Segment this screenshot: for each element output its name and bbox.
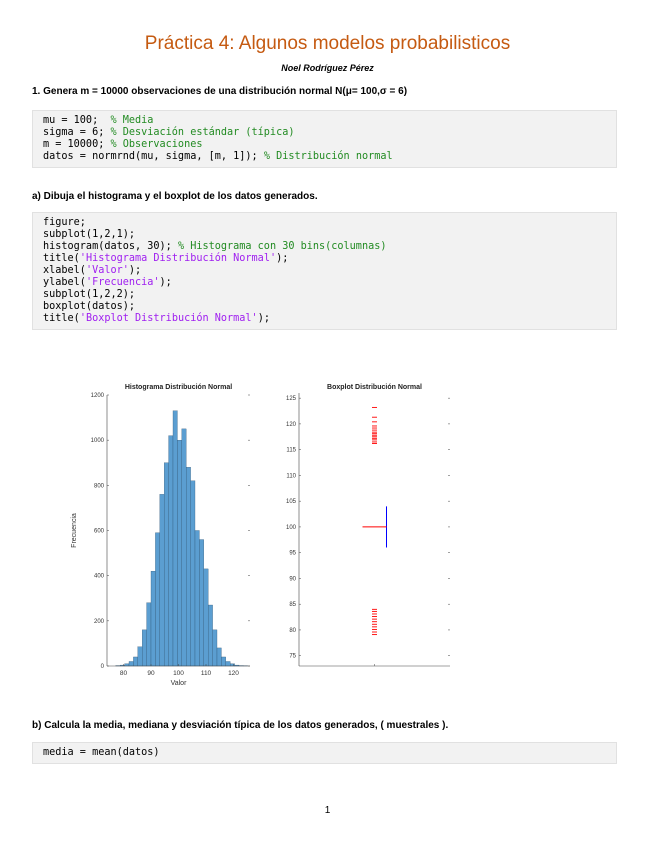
code-line bbox=[43, 115, 606, 127]
histogram-bar bbox=[142, 630, 146, 666]
boxplot-y-tick-label: 110 bbox=[286, 473, 296, 480]
code-line bbox=[43, 313, 606, 325]
code-text: media = mean(datos) bbox=[43, 747, 160, 758]
histogram-bar bbox=[226, 661, 230, 666]
histogram-bar bbox=[217, 648, 221, 666]
code-text: sigma = 6; bbox=[43, 127, 111, 138]
boxplot-y-tick-label: 125 bbox=[285, 396, 296, 403]
histogram-bar bbox=[151, 571, 155, 666]
code-string: 'Valor' bbox=[85, 265, 129, 276]
code-text: ); bbox=[159, 277, 172, 288]
code-text: ); bbox=[128, 265, 142, 276]
boxplot-title: Boxplot Distribución Normal bbox=[327, 384, 422, 391]
boxplot-y-tick-label: 80 bbox=[289, 627, 296, 634]
histogram-y-tick-label: 200 bbox=[93, 618, 104, 625]
code-comment: % Media bbox=[110, 115, 154, 126]
section-b-heading: b) Calcula la media, mediana y desviación típica de los datos generados, ( muestrales ). bbox=[32, 720, 449, 731]
boxplot-y-tick-label: 105 bbox=[285, 499, 296, 506]
code-text: datos = normrnd(mu, sigma, [m, 1]); bbox=[43, 151, 264, 162]
histogram-bar bbox=[177, 440, 181, 666]
histogram-bar bbox=[182, 429, 186, 666]
code-text: boxplot(datos); bbox=[43, 301, 136, 312]
histogram-bar bbox=[173, 411, 177, 666]
histogram-bar bbox=[186, 467, 190, 666]
histogram-bar bbox=[169, 436, 173, 666]
boxplot-y-tick-label: 95 bbox=[289, 550, 296, 557]
histogram-y-tick-label: 1200 bbox=[90, 393, 104, 399]
boxplot-y-tick-label: 115 bbox=[286, 447, 296, 454]
code-string: 'Boxplot Distribución Normal' bbox=[79, 313, 258, 324]
histogram-x-tick-label: 110 bbox=[200, 670, 212, 677]
code-comment: % Distribución normal bbox=[263, 151, 393, 162]
histogram-bar bbox=[129, 661, 133, 666]
histogram-bar bbox=[125, 664, 129, 666]
author-name: Noel Rodríguez Pérez bbox=[281, 63, 374, 73]
histogram-bar bbox=[133, 657, 137, 666]
boxplot-y-tick-label: 75 bbox=[289, 653, 296, 660]
code-text: ); bbox=[257, 313, 270, 324]
histogram-x-tick-label: 90 bbox=[147, 670, 155, 677]
code-line bbox=[43, 289, 606, 301]
code-line bbox=[43, 217, 606, 229]
boxplot-y-tick-label: 85 bbox=[289, 602, 296, 609]
histogram-y-label: Frecuencia bbox=[71, 513, 78, 548]
code-line bbox=[43, 229, 606, 241]
histogram-bar bbox=[147, 603, 151, 666]
code-text: mu = 100; bbox=[43, 115, 111, 126]
histogram-x-tick-label: 120 bbox=[228, 670, 239, 677]
code-line bbox=[43, 127, 606, 139]
histogram-bar bbox=[199, 540, 203, 666]
histogram-bar bbox=[204, 569, 208, 666]
histogram-bar bbox=[208, 605, 212, 666]
code-text: title( bbox=[43, 253, 80, 264]
histogram-y-tick-label: 1000 bbox=[90, 438, 104, 445]
histogram-y-tick-label: 0 bbox=[100, 664, 104, 670]
boxplot-y-tick-label: 100 bbox=[285, 524, 296, 531]
code-block-generate bbox=[32, 110, 617, 168]
section-1-heading: 1. Genera m = 10000 observaciones de una distribución normal N(μ= 100,σ = 6) bbox=[32, 86, 408, 97]
histogram-bar bbox=[160, 494, 164, 666]
code-string: 'Frecuencia' bbox=[85, 277, 160, 288]
histogram-x-tick-label: 100 bbox=[173, 670, 184, 677]
histogram-y-tick-label: 800 bbox=[93, 483, 104, 490]
page-number: 1 bbox=[324, 805, 331, 816]
boxplot-y-tick-label: 90 bbox=[289, 576, 296, 583]
histogram-title: Histograma Distribución Normal bbox=[124, 384, 233, 391]
code-line bbox=[43, 139, 606, 151]
code-text: figure; bbox=[43, 217, 86, 228]
code-line bbox=[43, 277, 606, 289]
code-block-plot bbox=[32, 212, 617, 330]
histogram-y-tick-label: 600 bbox=[93, 528, 104, 535]
histogram-bar bbox=[191, 481, 195, 666]
histogram-bar bbox=[138, 647, 142, 666]
code-line bbox=[43, 241, 606, 253]
code-text: xlabel( bbox=[43, 265, 86, 276]
figure-histogram-boxplot bbox=[62, 375, 472, 695]
code-line bbox=[43, 747, 606, 759]
histogram-bar bbox=[164, 463, 168, 666]
code-line bbox=[43, 253, 606, 265]
histogram-x-label: Valor bbox=[170, 680, 187, 687]
code-comment: % Observaciones bbox=[110, 139, 203, 150]
section-a-heading: a) Dibuja el histograma y el boxplot de los datos generados. bbox=[32, 191, 318, 202]
code-text: histogram(datos, 30); bbox=[43, 241, 178, 252]
code-text: title( bbox=[43, 313, 80, 324]
histogram-bar bbox=[230, 664, 234, 666]
page-title: Práctica 4: Algunos modelos probabilisticos bbox=[144, 33, 511, 54]
histogram-bar bbox=[155, 533, 159, 666]
histogram-bar bbox=[213, 630, 217, 666]
code-line bbox=[43, 151, 606, 163]
code-text: ); bbox=[276, 253, 289, 264]
code-comment: % Histograma con 30 bins(columnas) bbox=[177, 241, 387, 252]
code-block-mean bbox=[32, 742, 617, 764]
code-text: subplot(1,2,2); bbox=[43, 289, 136, 300]
code-comment: % Desviación estándar (típica) bbox=[110, 127, 295, 138]
code-line bbox=[43, 301, 606, 313]
code-text: subplot(1,2,1); bbox=[43, 229, 136, 240]
histogram-y-tick-label: 400 bbox=[93, 573, 104, 580]
histogram-bar bbox=[221, 657, 225, 666]
histogram-x-tick-label: 80 bbox=[119, 670, 128, 677]
figure-canvas bbox=[62, 375, 472, 695]
code-text: m = 10000; bbox=[43, 139, 111, 150]
histogram-bar bbox=[195, 531, 199, 667]
code-line bbox=[43, 265, 606, 277]
code-string: 'Histograma Distribución Normal' bbox=[79, 253, 277, 264]
boxplot-y-tick-label: 120 bbox=[285, 421, 296, 428]
code-text: ylabel( bbox=[43, 277, 86, 288]
